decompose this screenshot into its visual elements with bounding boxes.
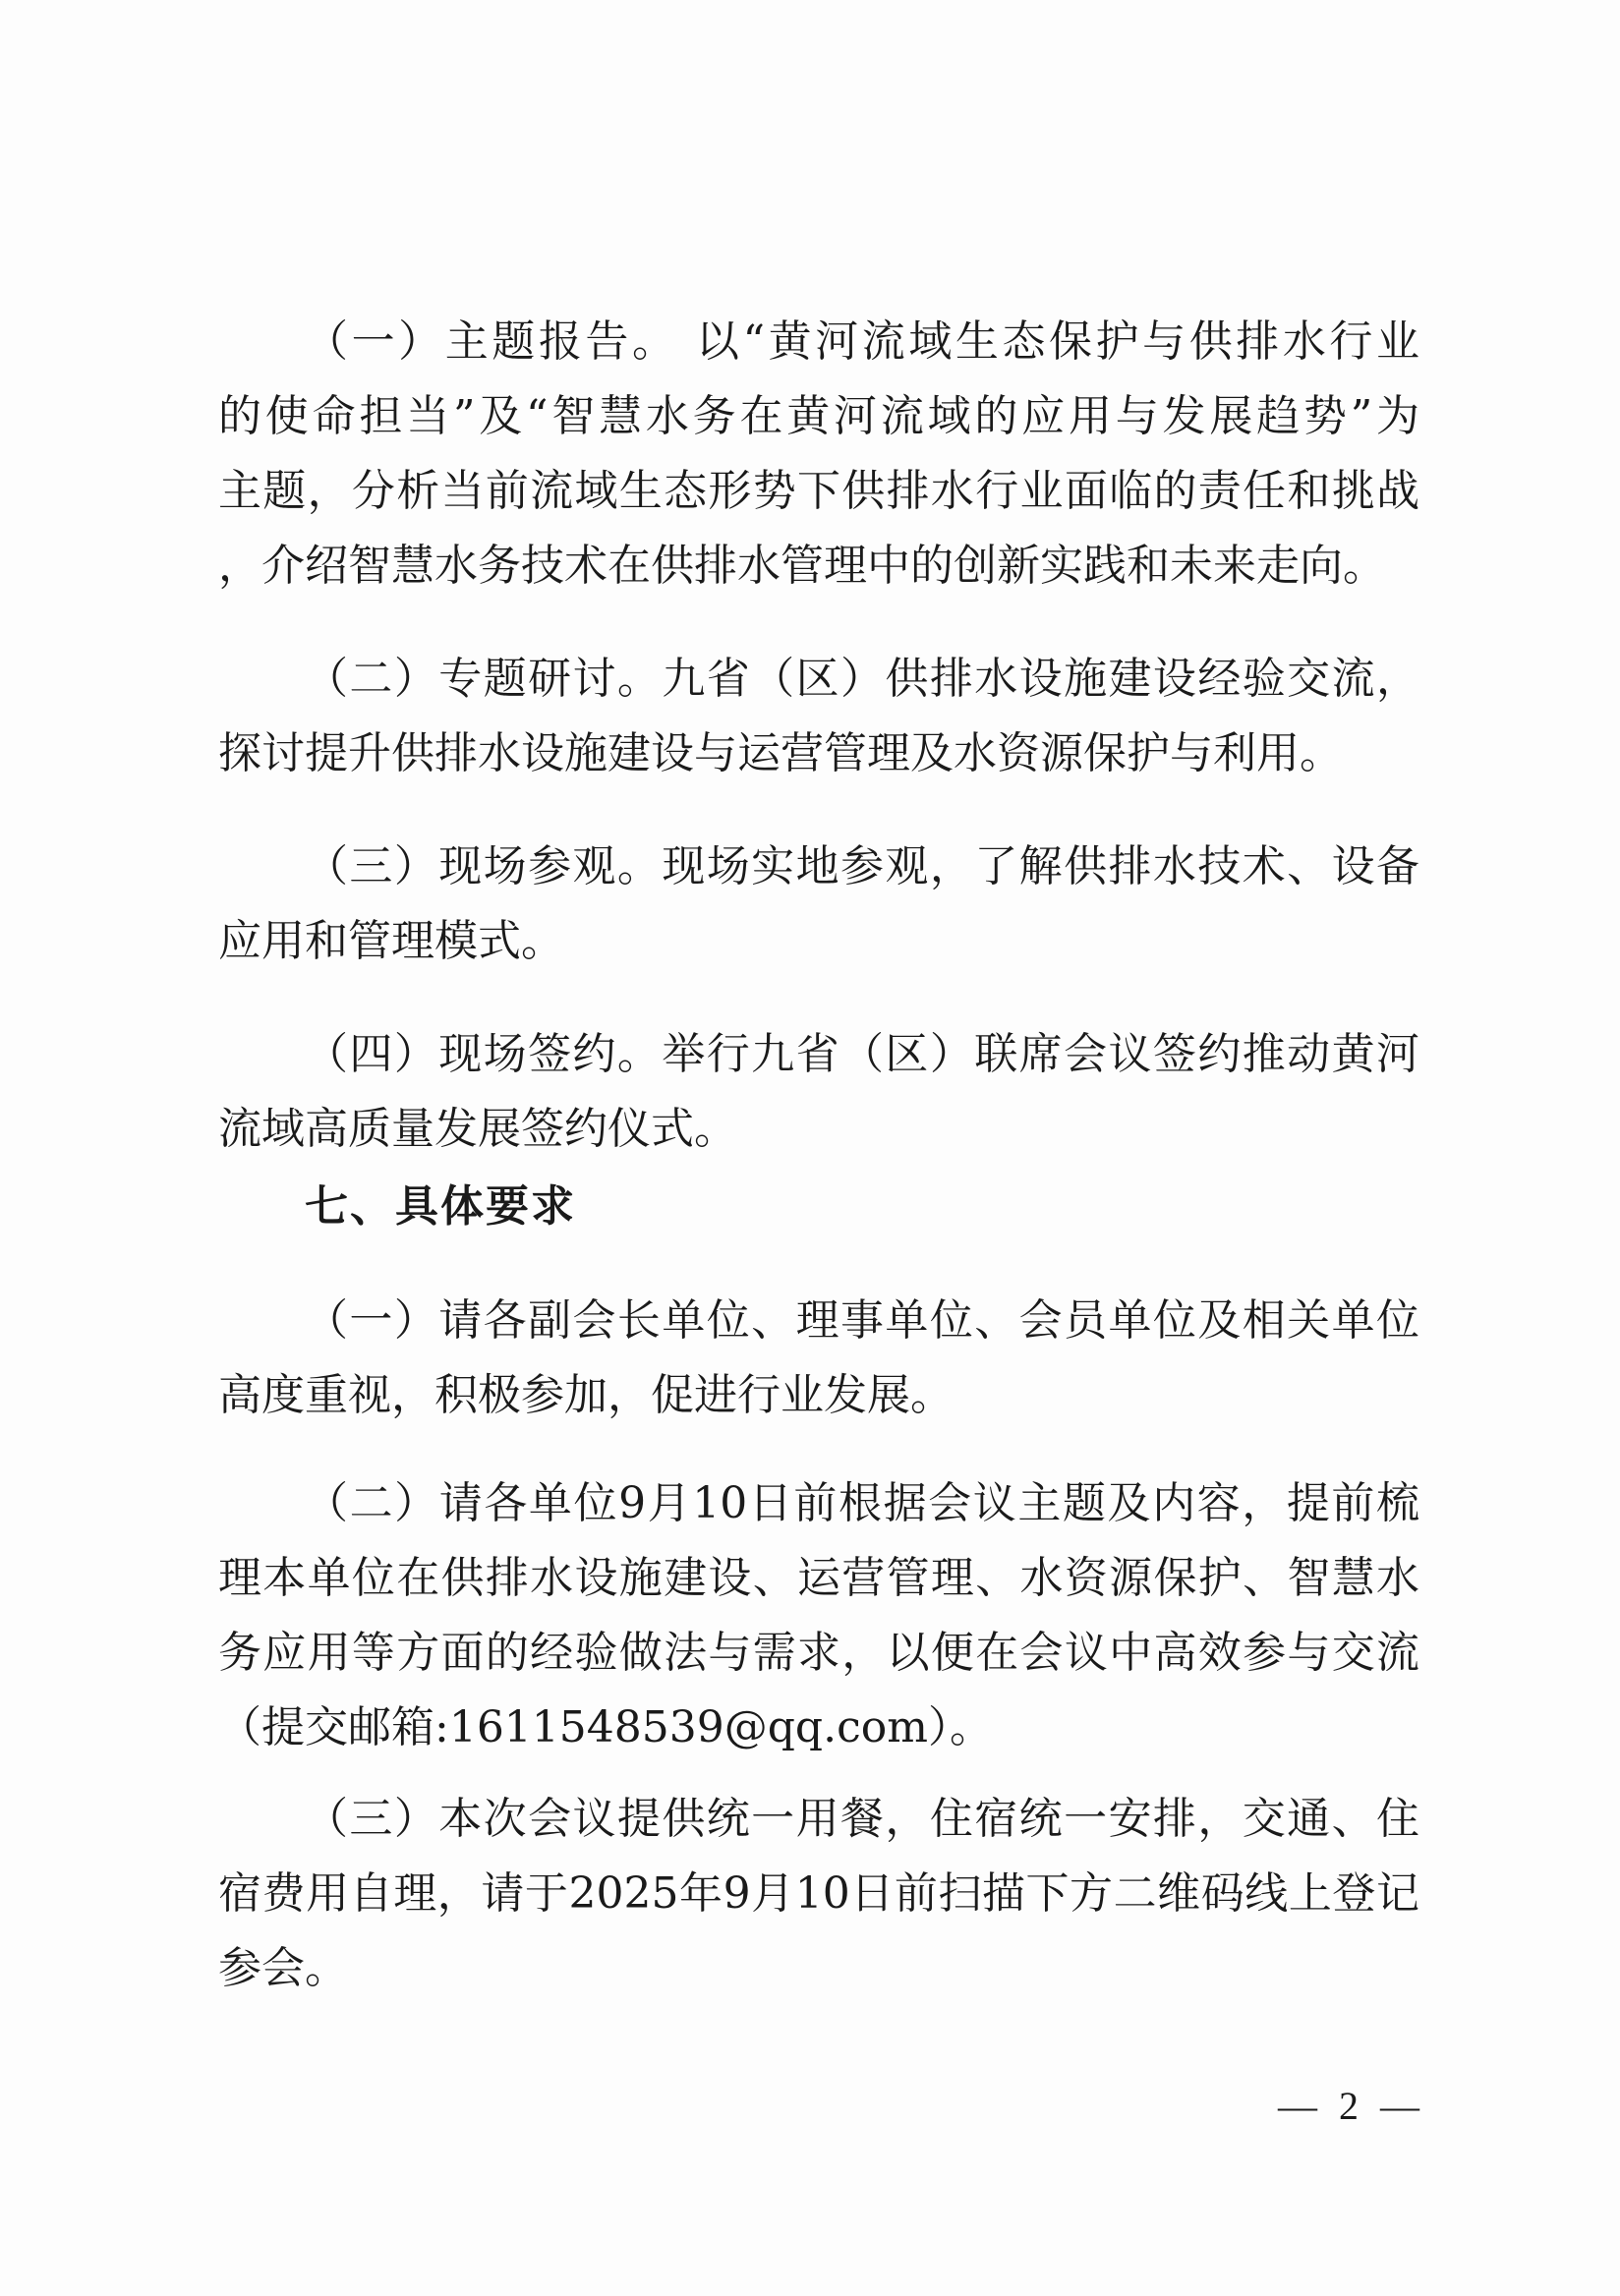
page-number: — 2 —	[1278, 2084, 1425, 2128]
text-line-email: （提交邮箱:1611548539@qq.com）。	[218, 1702, 993, 1752]
text-line: 应用和管理模式。	[218, 916, 564, 966]
text-line: ，介绍智慧水务技术在供排水管理中的创新实践和未来走向。	[218, 541, 1386, 591]
text-line: （一）请各副会长单位、理事单位、会员单位及相关单位	[305, 1295, 1419, 1346]
text-line: 探讨提升供排水设施建设与运营管理及水资源保护与利用。	[218, 728, 1343, 778]
text-line: 流域高质量发展签约仪式。	[218, 1104, 737, 1154]
text-line: 参会。	[218, 1943, 348, 1993]
text-line: 理本单位在供排水设施建设、运营管理、水资源保护、智慧水	[218, 1553, 1419, 1603]
text-line: 宿费用自理，请于2025年9月10日前扫描下方二维码线上登记	[218, 1868, 1419, 1919]
text-line: （四）现场签约。举行九省（区）联席会议签约推动黄河	[305, 1029, 1419, 1079]
text-line: （一）主题报告。 以“黄河流域生态保护与供排水行业	[305, 316, 1419, 367]
text-line: （二）专题研讨。九省（区）供排水设施建设经验交流，	[305, 654, 1419, 704]
text-line: 的使命担当”及“智慧水务在黄河流域的应用与发展趋势”为	[218, 391, 1419, 441]
text-line: 高度重视，积极参加，促进行业发展。	[218, 1370, 954, 1420]
text-line: 务应用等方面的经验做法与需求，以便在会议中高效参与交流	[218, 1628, 1419, 1678]
section-heading-requirements: 七、具体要求	[305, 1181, 576, 1232]
text-line: （三）现场参观。现场实地参观，了解供排水技术、设备	[305, 841, 1419, 891]
text-line: （二）请各单位9月10日前根据会议主题及内容，提前梳	[305, 1478, 1419, 1528]
text-line: 主题，分析当前流域生态形势下供排水行业面临的责任和挑战	[218, 466, 1419, 516]
text-line: （三）本次会议提供统一用餐，住宿统一安排，交通、住	[305, 1794, 1419, 1844]
